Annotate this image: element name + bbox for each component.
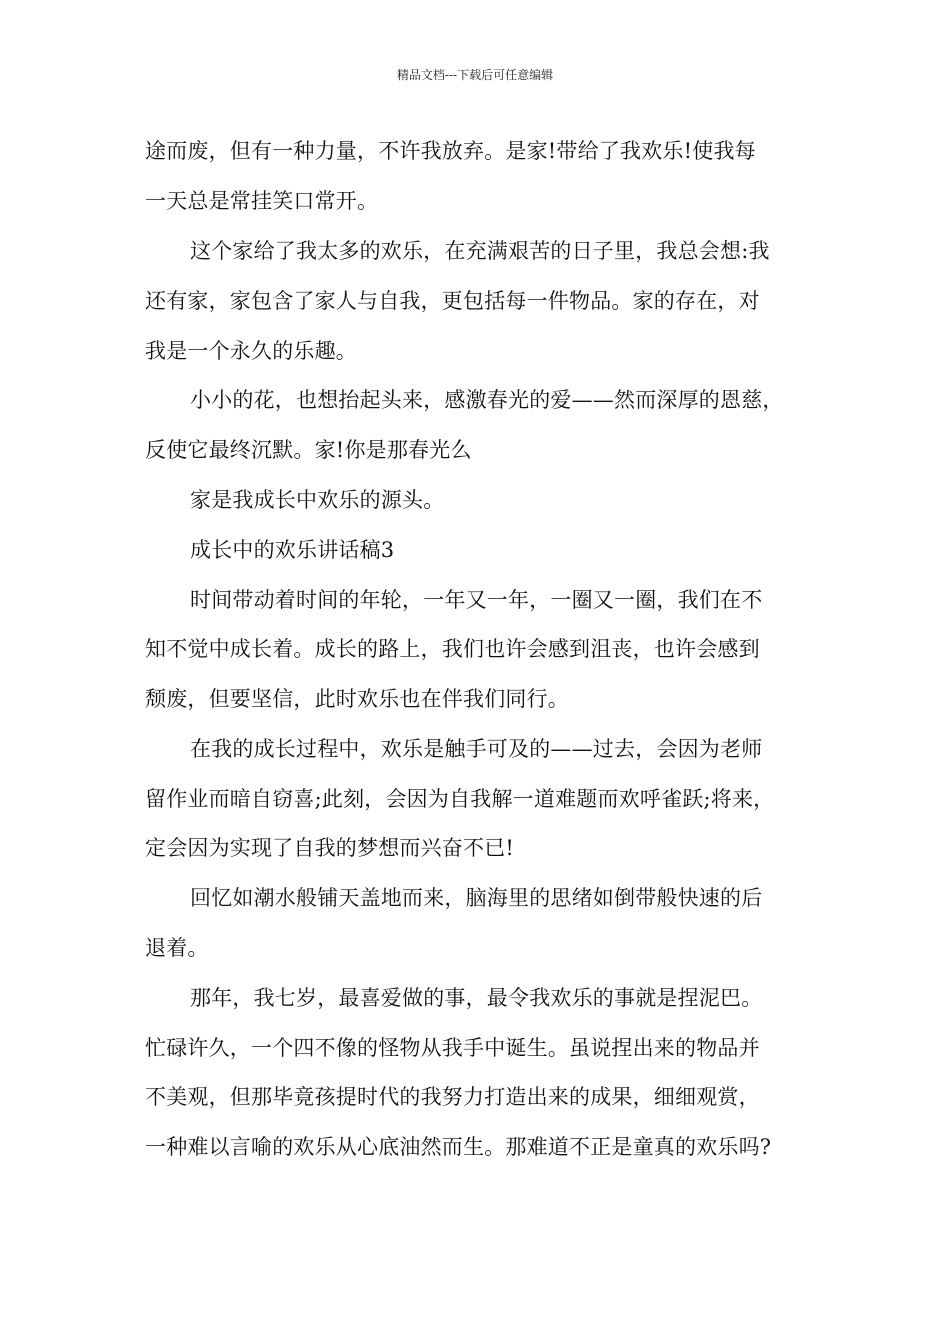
text-line: 反使它最终沉默。家!你是那春光么 — [145, 438, 472, 462]
text-line: 一天总是常挂笑口常开。 — [145, 189, 379, 213]
text-line: 小小的花，也想抬起头来，感激春光的爱——然而深厚的恩慈， — [190, 388, 784, 412]
text-line: 这个家给了我太多的欢乐，在充满艰苦的日子里，我总会想:我 — [190, 239, 770, 263]
text-line: 在我的成长过程中，欢乐是触手可及的——过去，会因为老师 — [190, 737, 763, 761]
page-header: 精品文档---下载后可任意编辑 — [396, 68, 554, 82]
text-line: 定会因为实现了自我的梦想而兴奋不已! — [145, 836, 515, 860]
text-line: 还有家，家包含了家人与自我，更包括每一件物品。家的存在，对 — [145, 289, 760, 313]
text-line: 一种难以言喻的欢乐从心底油然而生。那难道不正是童真的欢乐吗? — [145, 1135, 772, 1159]
section-title: 成长中的欢乐讲话稿3 — [190, 538, 395, 562]
text-line: 家是我成长中欢乐的源头。 — [190, 488, 445, 512]
text-line: 颓废，但要坚信，此时欢乐也在伴我们同行。 — [145, 687, 569, 711]
text-line: 忙碌许久，一个四不像的怪物从我手中诞生。虽说捏出来的物品并 — [145, 1036, 760, 1060]
text-line: 不美观，但那毕竟孩提时代的我努力打造出来的成果，细细观赏， — [145, 1085, 760, 1109]
text-line: 留作业而暗自窃喜;此刻，会因为自我解一道难题而欢呼雀跃;将来， — [145, 787, 775, 811]
text-line: 时间带动着时间的年轮，一年又一年，一圈又一圈，我们在不 — [190, 588, 763, 612]
text-line: 我是一个永久的乐趣。 — [145, 339, 357, 363]
text-line: 退着。 — [145, 936, 209, 960]
text-line: 回忆如潮水般铺天盖地而来，脑海里的思绪如倒带般快速的后 — [190, 886, 763, 910]
text-line: 那年，我七岁，最喜爱做的事，最令我欢乐的事就是捏泥巴。 — [190, 986, 763, 1010]
text-line: 途而废，但有一种力量，不许我放弃。是家!带给了我欢乐!使我每 — [145, 139, 756, 163]
text-line: 知不觉中成长着。成长的路上，我们也许会感到沮丧，也许会感到 — [145, 637, 760, 661]
